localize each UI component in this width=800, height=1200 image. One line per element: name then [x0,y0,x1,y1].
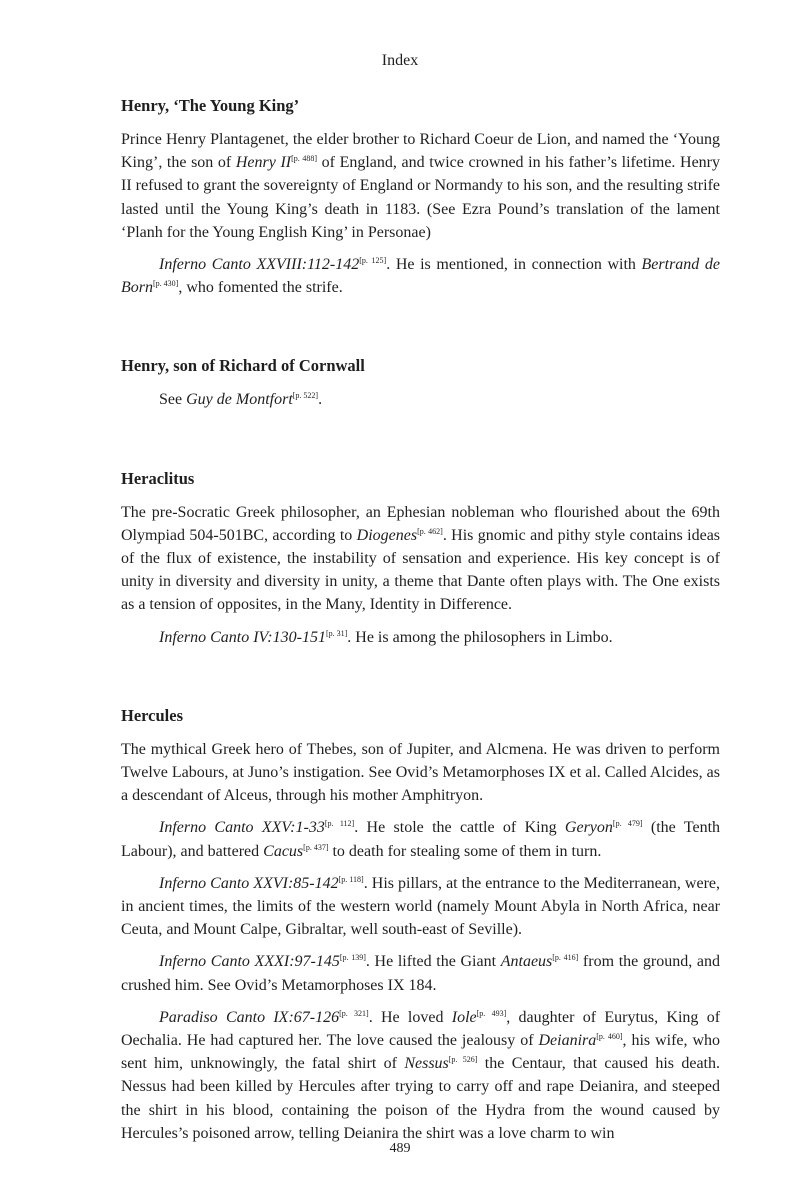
text-run: . His pillars, at the entrance to the Mediterranean, were, in ancient times, the limits of the western world (namely Mount Abyla in North Africa, near Ceuta, and Mount Calpe, Gibraltar, well south-east of Seville). [121,874,721,939]
cross-reference-link[interactable]: Geryon [564,819,613,837]
page-reference: [p. 416] [552,953,579,963]
cross-reference-link[interactable]: Cacus [263,842,304,860]
index-entry-henry-young-king [121,94,720,299]
text-run: . He is among the philosophers in Limbo. [347,628,613,646]
entry-description [121,501,720,617]
text-run: . His gnomic and pithy style contains ideas of the flux of existence, the instability of sensation and experience. His key concept is of unity in diversity and diversity in unity, a theme that Dante often plays with. The One exists as a tension of opposites, in the Many, Identity in Difference. [121,526,721,614]
cross-reference-link[interactable]: Bertrand de Born [121,256,721,297]
index-entry-hercules [121,704,720,1145]
text-run: from the ground, and crushed him. See Ovid’s Metamorphoses IX 184. [121,953,721,994]
page-reference: [p. 430] [153,279,179,289]
canto-reference [121,950,720,996]
entry-title: Henry, ‘The Young King’ [121,96,300,115]
page-reference: [p. 526] [448,1055,478,1065]
page-reference: [p. 321] [339,1008,369,1018]
text-run: . He is mentioned, in connection with [386,256,642,274]
entry-title: Heraclitus [121,468,195,488]
text-run: (the Tenth Labour), and battered [121,819,721,860]
page-header: Index [381,52,419,69]
see-reference [121,388,720,411]
text-run: the Centaur, that caused his death. Nessus had been killed by Hercules after trying to carry off and rape Deianira, and steeped the shirt in his blood, containing the poison of the Hydra from the wound caused by Hercules’s poisoned arrow, telling Deianira the shirt was a love charm to win [121,1055,720,1142]
canto-reference [121,816,720,862]
canto-link[interactable]: Inferno Canto XXVI:85-142 [159,874,339,892]
cross-reference-link[interactable]: Deianira [538,1032,597,1050]
page-reference: [p. 112] [324,819,355,829]
entry-title: Henry, son of Richard of Cornwall [121,356,365,376]
cross-reference-link[interactable]: Iole [451,1008,477,1026]
index-content [121,94,720,1154]
text-run: . He lifted the Giant [365,953,501,971]
cross-reference-link[interactable]: Guy de Montfort [186,391,293,409]
text-run: of England, and twice crowned in his father’s lifetime. Henry II refused to grant the sovereignty of England or Normandy to his son, and the resulting strife lasted until the Young King’s death in 1183. (See Ezra Pound’s translation of the lament ‘Planh for the Young English King’ in Personae) [121,154,721,241]
page-reference: [p. 31] [325,628,348,638]
page-reference: [p. 460] [596,1032,623,1042]
entry-title: Hercules [121,705,184,725]
page-reference: [p. 479] [612,819,643,829]
text-run: See [159,391,187,409]
text-run: . He stole the cattle of King [354,819,565,837]
text-run: The pre-Socratic Greek philosopher, an Ephesian nobleman who flourished about the 69th Olympiad 504-501BC, according to [121,503,720,544]
text-run: , who fomented the strife. [178,279,343,297]
index-entry-heraclitus [121,467,720,649]
page-number: 489 [389,1141,411,1156]
text-run: , daughter of Eurytus, King of Oechalia. He had captured her. The love caused the jealousy of [121,1008,721,1050]
page-reference: [p. 488] [291,154,318,164]
canto-reference [121,872,720,942]
page-reference: [p. 125] [359,256,387,266]
text-run: . He loved [368,1008,452,1026]
canto-reference [121,1006,720,1145]
cross-reference-link[interactable]: Henry II [235,154,292,172]
page-reference: [p. 118] [338,874,364,884]
text-run: Prince Henry Plantagenet, the elder brother to Richard Coeur de Lion, and named the ‘Young King’, the son of [121,131,720,172]
page-reference: [p. 493] [476,1008,507,1018]
canto-link[interactable]: Inferno Canto XXVIII:112-142 [159,256,360,274]
page-reference: [p. 139] [339,953,366,963]
entry-description [121,128,720,244]
cross-reference-link[interactable]: Nessus [404,1055,449,1073]
canto-link[interactable]: Inferno Canto XXV:1-33 [159,819,325,837]
index-entry-henry-son-of-richard [121,354,720,411]
page-reference: [p. 462] [417,526,443,536]
canto-reference [121,253,720,299]
cross-reference-link[interactable]: Antaeus [500,953,553,971]
text-run: . [318,391,323,409]
canto-link[interactable]: Inferno Canto IV:130-151 [159,628,326,646]
canto-reference [121,626,720,649]
canto-link[interactable]: Inferno Canto XXXI:97-145 [159,953,340,971]
page-reference: [p. 437] [303,842,329,852]
text-run: , his wife, who sent him, unknowingly, the fatal shirt of [121,1032,721,1073]
cross-reference-link[interactable]: Diogenes [356,526,418,544]
entry-description: The mythical Greek hero of Thebes, son of Jupiter, and Alcmena. He was driven to perform Twelve Labours, at Juno’s instigation. See Ovid’s Metamorphoses IX et al. Called Alcides, as a descendant of Alceus, through his mother Amphitryon. [121,740,720,805]
page-reference: [p. 522] [292,391,319,401]
text-run: to death for stealing some of them in turn. [328,842,602,860]
canto-link[interactable]: Paradiso Canto IX:67-126 [159,1008,340,1026]
